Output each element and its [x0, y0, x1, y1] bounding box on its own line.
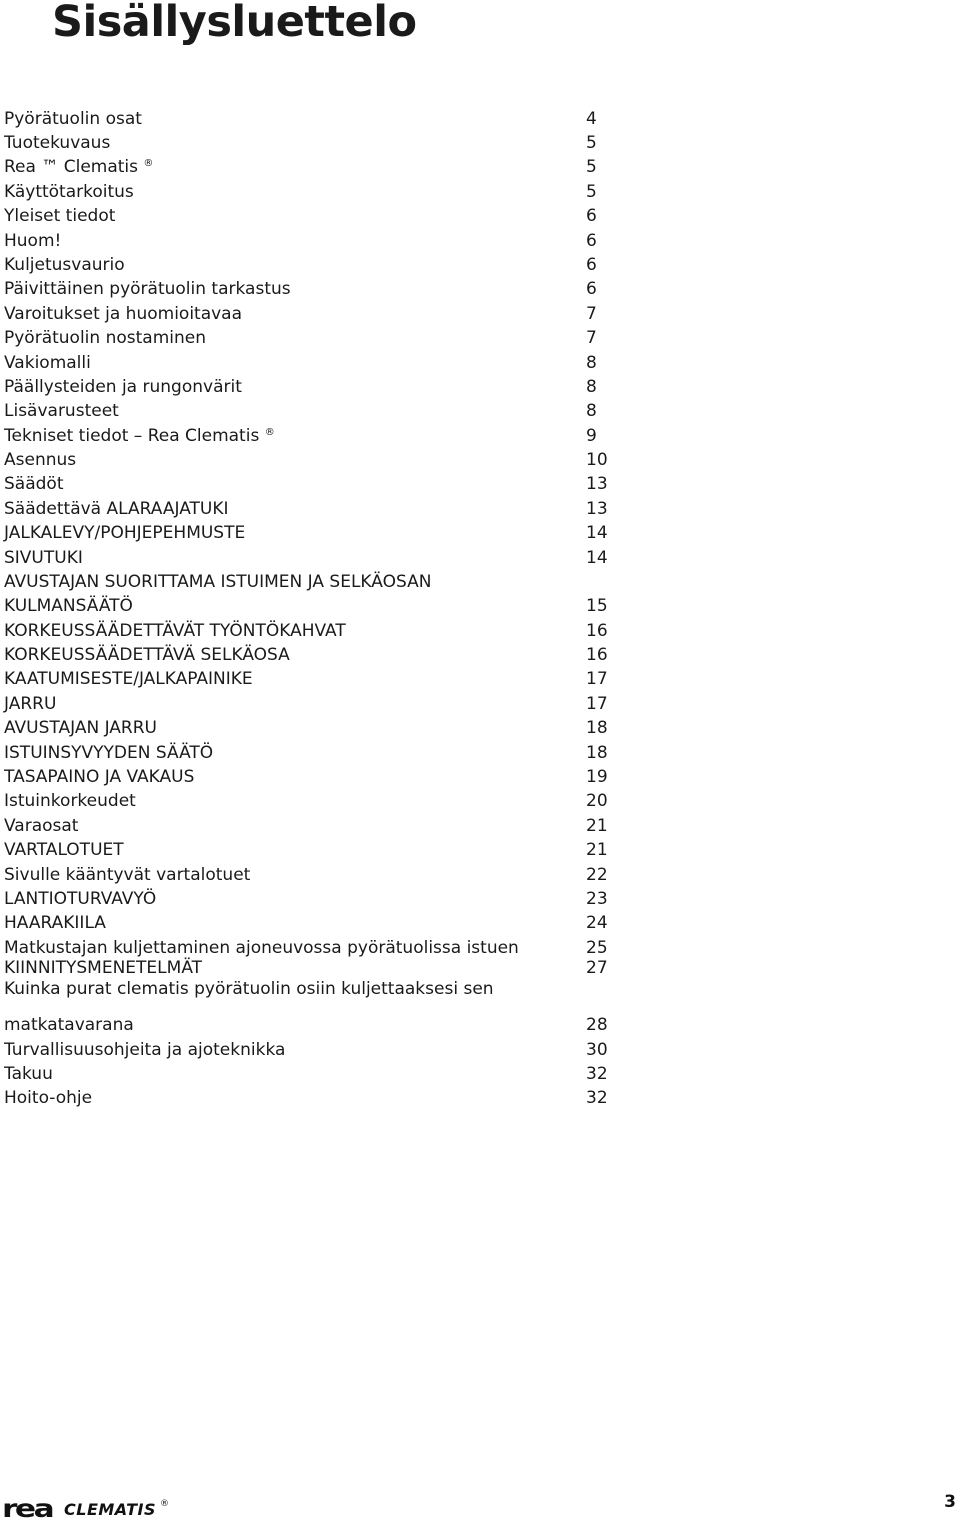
toc-entry-title	[4, 546, 83, 570]
toc-entry-title	[4, 399, 119, 423]
toc-entry	[4, 887, 624, 911]
toc-entry-title-text: Yleiset tiedot	[4, 206, 116, 226]
logo-registered-mark: ®	[160, 1499, 169, 1509]
toc-entry	[4, 643, 624, 667]
toc-entry	[4, 789, 624, 813]
toc-entry-title	[4, 1013, 134, 1037]
toc-entry	[4, 1086, 624, 1110]
toc-entry	[4, 253, 624, 277]
toc-entry-title-text: Vakiomalli	[4, 353, 91, 373]
toc-entry	[4, 399, 624, 423]
toc-entry	[4, 863, 624, 887]
toc-entry	[4, 424, 624, 448]
toc-entry-page-number: 8	[586, 377, 597, 397]
toc-entry-title	[4, 716, 157, 740]
toc-entry-page-number: 28	[586, 1015, 608, 1035]
toc-entry-title-text: Varoitukset ja huomioitavaa	[4, 304, 243, 324]
toc-entry	[4, 570, 624, 594]
toc-entry	[4, 619, 624, 643]
toc-entry-title-text: JALKALEVY/POHJEPEHMUSTE	[4, 523, 246, 543]
toc-entry-page-number: 25	[586, 938, 608, 958]
toc-entry	[4, 977, 624, 1001]
toc-entry-title	[4, 497, 229, 521]
toc-entry-page-number: 21	[586, 840, 608, 860]
registered-mark: ®	[264, 427, 275, 438]
toc-entry-page-number: 15	[586, 596, 608, 616]
logo-rea-text: rea	[2, 1494, 53, 1523]
toc-entry-page-number: 13	[586, 499, 608, 519]
toc-entry	[4, 472, 624, 496]
toc-entry-title-text: Säädöt	[4, 474, 64, 494]
toc-entry-title-text: Istuinkorkeudet	[4, 791, 136, 811]
toc-entry	[4, 326, 624, 350]
toc-entry-title-text: Tekniset tiedot – Rea Clematis	[4, 426, 260, 446]
toc-entry	[4, 765, 624, 789]
toc-entry-title-text: Turvallisuusohjeita ja ajoteknikka	[4, 1040, 286, 1060]
toc-entry	[4, 814, 624, 838]
toc-entry-title	[4, 667, 253, 691]
toc-entry-page-number: 20	[586, 791, 608, 811]
toc-entry-title	[4, 977, 494, 1001]
toc-entry	[4, 667, 624, 691]
toc-entry-title	[4, 326, 206, 350]
toc-entry-title	[4, 229, 61, 253]
toc-entry-title-text: KIINNITYSMENETELMÄT	[4, 958, 203, 978]
toc-entry-title	[4, 1062, 53, 1086]
logo-clematis-text: CLEMATIS	[64, 1500, 157, 1519]
toc-entry-title	[4, 204, 115, 228]
toc-entry-title	[4, 838, 124, 862]
toc-entry-title-text: KULMANSÄÄTÖ	[4, 596, 133, 616]
toc-entry	[4, 594, 624, 618]
toc-entry	[4, 716, 624, 740]
toc-entry-title	[4, 765, 194, 789]
page-footer	[0, 1488, 960, 1522]
toc-entry-page-number: 32	[586, 1064, 608, 1084]
toc-entry-title	[4, 424, 275, 448]
toc-entry-page-number: 18	[586, 718, 608, 738]
toc-entry-page-number: 7	[586, 328, 597, 348]
page-title: Sisällysluettelo	[52, 0, 417, 47]
toc-entry	[4, 741, 624, 765]
toc-entry-title	[4, 619, 346, 643]
toc-entry-page-number: 7	[586, 304, 597, 324]
toc-entry-title-text: Pyörätuolin osat	[4, 109, 142, 129]
toc-entry-title	[4, 107, 142, 131]
toc-entry	[4, 692, 624, 716]
toc-entry	[4, 375, 624, 399]
toc-entry	[4, 911, 624, 935]
toc-entry-title-text: Matkustajan kuljettaminen ajoneuvossa pyörätuolissa istuen	[4, 938, 519, 958]
toc-entry-title	[4, 887, 156, 911]
toc-entry-title-text: Tuotekuvaus	[4, 133, 111, 153]
toc-entry	[4, 155, 624, 179]
toc-entry-title-text: KORKEUSSÄÄDETTÄVÄT TYÖNTÖKAHVAT	[4, 621, 346, 641]
toc-entry-page-number: 27	[586, 958, 608, 978]
toc-entry-page-number: 17	[586, 669, 608, 689]
toc-entry-page-number: 8	[586, 353, 597, 373]
toc-entry-page-number: 14	[586, 523, 608, 543]
toc-entry-title	[4, 351, 91, 375]
toc-entry-page-number: 30	[586, 1040, 608, 1060]
toc-entry	[4, 302, 624, 326]
toc-entry-title-text: KORKEUSSÄÄDETTÄVÄ SELKÄOSA	[4, 645, 290, 665]
toc-entry	[4, 204, 624, 228]
toc-entry	[4, 838, 624, 862]
toc-entry-title	[4, 789, 136, 813]
toc-entry-title-text: Pyörätuolin nostaminen	[4, 328, 206, 348]
toc-entry-title-text: Käyttötarkoitus	[4, 182, 134, 202]
toc-entry-title-text: LANTIOTURVAVYÖ	[4, 889, 157, 909]
toc-entry	[4, 107, 624, 131]
toc-entry-title	[4, 302, 242, 326]
toc-entry-title-text: TASAPAINO JA VAKAUS	[4, 767, 195, 787]
toc-entry	[4, 229, 624, 253]
toc-entry	[4, 1013, 624, 1037]
toc-entry-title-text: ISTUINSYVYYDEN SÄÄTÖ	[4, 743, 214, 763]
toc-entry-title-text: SIVUTUKI	[4, 548, 83, 568]
toc-entry-title	[4, 472, 63, 496]
toc-entry-page-number: 23	[586, 889, 608, 909]
toc-entry-title-text: Lisävarusteet	[4, 401, 119, 421]
toc-entry-page-number: 4	[586, 109, 597, 129]
toc-entry-title	[4, 594, 133, 618]
toc-entry	[4, 1038, 624, 1062]
toc-entry-title-text: Säädettävä ALARAAJATUKI	[4, 499, 229, 519]
toc-entry-page-number: 6	[586, 279, 597, 299]
toc-entry	[4, 277, 624, 301]
toc-entry	[4, 497, 624, 521]
toc-entry-title	[4, 375, 242, 399]
toc-entry-title	[4, 643, 290, 667]
toc-entry-title-text: HAARAKIILA	[4, 913, 106, 933]
toc-entry-title	[4, 1086, 92, 1110]
toc-entry-page-number: 6	[586, 255, 597, 275]
toc-entry-title-text: Päivittäinen pyörätuolin tarkastus	[4, 279, 291, 299]
toc-entry-page-number: 14	[586, 548, 608, 568]
toc-entry-page-number: 16	[586, 621, 608, 641]
toc-entry	[4, 131, 624, 155]
toc-entry	[4, 180, 624, 204]
registered-mark: ®	[143, 158, 154, 169]
toc-entry-page-number: 22	[586, 865, 608, 885]
toc-entry-title	[4, 570, 431, 594]
toc-entry-title-text: Päällysteiden ja rungonvärit	[4, 377, 242, 397]
toc-entry-title	[4, 521, 245, 545]
toc-entry-title-text: Rea ™ Clematis	[4, 157, 139, 177]
toc-entry-title	[4, 911, 106, 935]
toc-entry-title-text: Kuljetusvaurio	[4, 255, 125, 275]
rea-clematis-logo	[2, 1494, 169, 1523]
toc-entry-page-number: 9	[586, 426, 597, 446]
toc-entry-page-number: 18	[586, 743, 608, 763]
toc-entry-page-number: 16	[586, 645, 608, 665]
toc-entry-title	[4, 741, 213, 765]
toc-entry-title-text: Takuu	[4, 1064, 53, 1084]
toc-entry-title-text: Asennus	[4, 450, 77, 470]
toc-entry-title-text: JARRU	[4, 694, 57, 714]
toc-entry-page-number: 13	[586, 474, 608, 494]
toc-entry-title	[4, 155, 153, 179]
toc-entry-page-number: 5	[586, 133, 597, 153]
toc-entry-page-number: 5	[586, 182, 597, 202]
toc-entry-title-text: VARTALOTUET	[4, 840, 124, 860]
toc-entry-page-number: 32	[586, 1088, 608, 1108]
toc-entry-page-number: 10	[586, 450, 608, 470]
toc-entry	[4, 1062, 624, 1086]
table-of-contents	[4, 0, 624, 1522]
toc-entry-title-text: Hoito-ohje	[4, 1088, 93, 1108]
toc-entry-title-text: Huom!	[4, 231, 62, 251]
toc-entry-title	[4, 692, 56, 716]
toc-entry-page-number: 24	[586, 913, 608, 933]
toc-entry-page-number: 19	[586, 767, 608, 787]
toc-entry-title	[4, 448, 76, 472]
toc-entry-title-text: KAATUMISESTE/JALKAPAINIKE	[4, 669, 253, 689]
toc-entry-title	[4, 814, 78, 838]
toc-entry-page-number: 8	[586, 401, 597, 421]
toc-entry-page-number: 6	[586, 206, 597, 226]
toc-entry-title-text: Varaosat	[4, 816, 79, 836]
toc-entry-title	[4, 180, 134, 204]
toc-entry-page-number: 21	[586, 816, 608, 836]
toc-entry-page-number: 17	[586, 694, 608, 714]
toc-entry-title	[4, 277, 291, 301]
toc-entry-title-text: Sivulle kääntyvät vartalotuet	[4, 865, 251, 885]
page-number: 3	[944, 1492, 956, 1512]
toc-entry-title-text: Kuinka purat clematis pyörätuolin osiin kuljettaaksesi sen	[4, 979, 494, 999]
toc-entry	[4, 521, 624, 545]
toc-entry-page-number: 6	[586, 231, 597, 251]
toc-entry	[4, 448, 624, 472]
toc-entry-title	[4, 1038, 285, 1062]
toc-entry-title	[4, 253, 125, 277]
toc-entry-title	[4, 863, 250, 887]
toc-entry	[4, 351, 624, 375]
toc-entry-title-text: matkatavarana	[4, 1015, 134, 1035]
toc-entry-page-number: 5	[586, 157, 597, 177]
toc-entry-title	[4, 131, 110, 155]
toc-entry	[4, 546, 624, 570]
toc-entry-title-text: AVUSTAJAN SUORITTAMA ISTUIMEN JA SELKÄOSAN	[4, 572, 432, 592]
toc-entry-title-text: AVUSTAJAN JARRU	[4, 718, 157, 738]
